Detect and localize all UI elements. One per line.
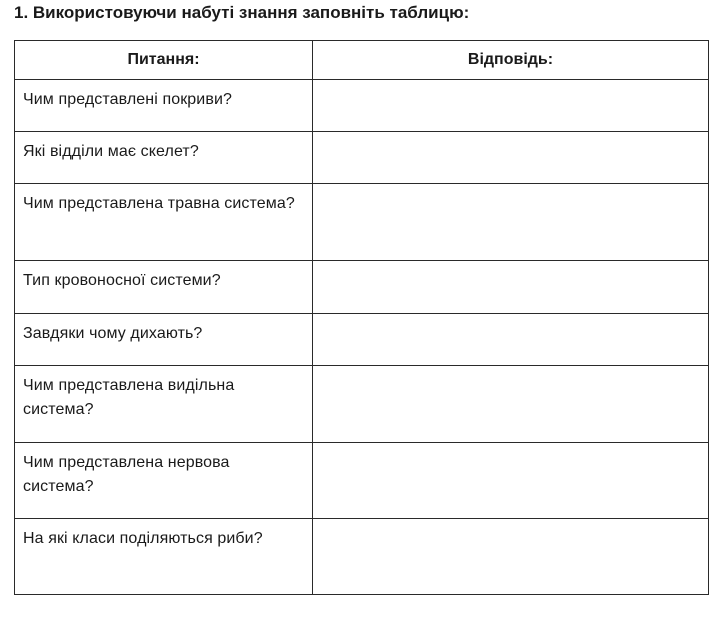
question-cell: Завдяки чому дихають? [15,314,313,366]
question-cell: Тип кровоносної системи? [15,261,313,314]
question-cell: Чим представлені покриви? [15,80,313,132]
answer-cell[interactable] [313,184,709,261]
answer-cell[interactable] [313,261,709,314]
header-answer: Відповідь: [313,41,709,80]
table-row [15,132,709,184]
answer-cell[interactable] [313,519,709,595]
answer-cell[interactable] [313,132,709,184]
question-cell: Чим представлена травна система? [15,184,313,261]
table-header-row [15,41,709,80]
header-question: Питання: [15,41,313,80]
question-cell: Чим представлена нервова система? [15,443,313,519]
table-row [15,443,709,519]
qa-table [14,40,709,595]
table-row [15,366,709,443]
table-row [15,519,709,595]
task-title: 1. Використовуючи набуті знання заповніть таблицю: [14,3,470,22]
answer-cell[interactable] [313,443,709,519]
table-row [15,261,709,314]
answer-cell[interactable] [313,314,709,366]
table-row [15,314,709,366]
table-row [15,80,709,132]
table-row [15,184,709,261]
answer-cell[interactable] [313,80,709,132]
question-cell: Чим представлена видільна система? [15,366,313,443]
question-cell: Які відділи має скелет? [15,132,313,184]
answer-cell[interactable] [313,366,709,443]
question-cell: На які класи поділяються риби? [15,519,313,595]
